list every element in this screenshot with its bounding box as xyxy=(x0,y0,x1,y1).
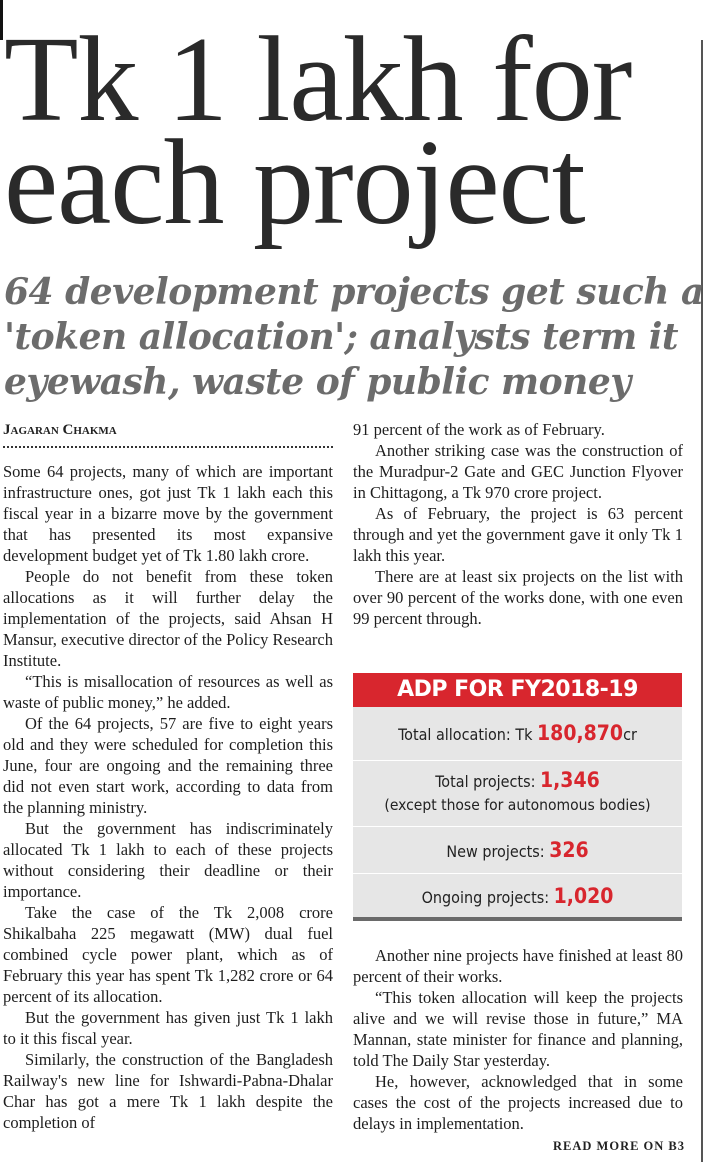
read-more-link[interactable]: READ MORE ON B3 xyxy=(553,1139,686,1153)
ongoing-projects-label: Ongoing projects: xyxy=(421,888,554,907)
total-allocation-label: Total allocation: Tk xyxy=(398,725,538,744)
paragraph: Another striking case was the construction of the Muradpur-2 Gate and GEC Junction Flyover in Chittagong, a Tk 970 crore project. xyxy=(353,441,683,502)
new-projects-value: 326 xyxy=(549,838,589,862)
paragraph: But the government has given just Tk 1 lakh to it this fiscal year. xyxy=(3,1008,333,1048)
paragraph: “This is misallocation of resources as well as waste of public money,” he added. xyxy=(3,672,333,712)
right-column-bottom xyxy=(353,945,683,1134)
headline-line-2: each project xyxy=(4,115,585,250)
subheadline-line-3: eyewash, waste of public money xyxy=(4,361,631,403)
total-projects-note: (except those for autonomous bodies) xyxy=(384,796,651,814)
subheadline-line-2: 'token allocation'; analysts term it xyxy=(4,316,679,358)
left-column-rule xyxy=(0,0,3,40)
new-projects-row xyxy=(353,827,682,874)
ongoing-projects-row xyxy=(353,874,682,918)
left-column xyxy=(3,461,333,1133)
paragraph: Another nine projects have finished at least 80 percent of their works. xyxy=(353,946,683,986)
paragraph: “This token allocation will keep the projects alive and we will revise those in future,” MA Mannan, state minister for finance and planning, told The Daily Star yesterday. xyxy=(353,988,683,1070)
total-allocation-row xyxy=(353,707,682,761)
total-allocation-value: 180,870 xyxy=(537,721,624,745)
headline xyxy=(4,12,704,250)
adp-infobox xyxy=(353,673,682,921)
total-projects-value: 1,346 xyxy=(539,768,600,792)
paragraph: Some 64 projects, many of which are important infrastructure ones, got just Tk 1 lakh each this fiscal year in a bizarre move by the government that has presented its most expansive development budget yet of Tk 1.80 lakh crore. xyxy=(3,462,333,565)
paragraph: As of February, the project is 63 percent through and yet the government gave it only Tk 1 lakh this year. xyxy=(353,504,683,565)
paragraph: He, however, acknowledged that in some cases the cost of the projects increased due to delays in implementation. xyxy=(353,1072,683,1133)
paragraph: Similarly, the construction of the Bangladesh Railway's new line for Ishwardi-Pabna-Dhalar Char has got a mere Tk 1 lakh despite the completion of xyxy=(3,1050,333,1132)
adp-title: ADP FOR FY2018-19 xyxy=(353,673,682,707)
total-projects-row xyxy=(353,761,682,827)
headline-line-1: Tk 1 lakh for xyxy=(4,12,632,147)
paragraph: Take the case of the Tk 2,008 crore Shikalbaha 225 megawatt (MW) dual fuel combined cycle power plant, which as of February this year has spent Tk 1,282 crore or 64 percent of its allocation. xyxy=(3,903,333,1006)
right-column-top xyxy=(353,419,683,629)
total-projects-label: Total projects: xyxy=(435,772,540,791)
byline: Jagaran Chakma xyxy=(3,422,117,438)
paragraph: People do not benefit from these token allocations as it will further delay the implementation of the projects, said Ahsan H Mansur, executive director of the Policy Research Institute. xyxy=(3,567,333,670)
ongoing-projects-value: 1,020 xyxy=(553,884,614,908)
paragraph: 91 percent of the work as of February. xyxy=(353,420,605,439)
total-allocation-unit: cr xyxy=(623,725,637,744)
paragraph: Of the 64 projects, 57 are five to eight years old and they were scheduled for completion this June, four are ongoing and the remaining three did not even start work, according to data from the planning ministry. xyxy=(3,714,333,817)
subheadline-line-1: 64 development projects get such a xyxy=(4,271,704,313)
subheadline xyxy=(4,270,704,405)
dotted-divider xyxy=(3,446,333,448)
new-projects-label: New projects: xyxy=(446,842,550,861)
paragraph: But the government has indiscriminately allocated Tk 1 lakh to each of these projects without considering their deadline or their importance. xyxy=(3,819,333,901)
paragraph: There are at least six projects on the list with over 90 percent of the works done, with one even 99 percent through. xyxy=(353,567,683,628)
